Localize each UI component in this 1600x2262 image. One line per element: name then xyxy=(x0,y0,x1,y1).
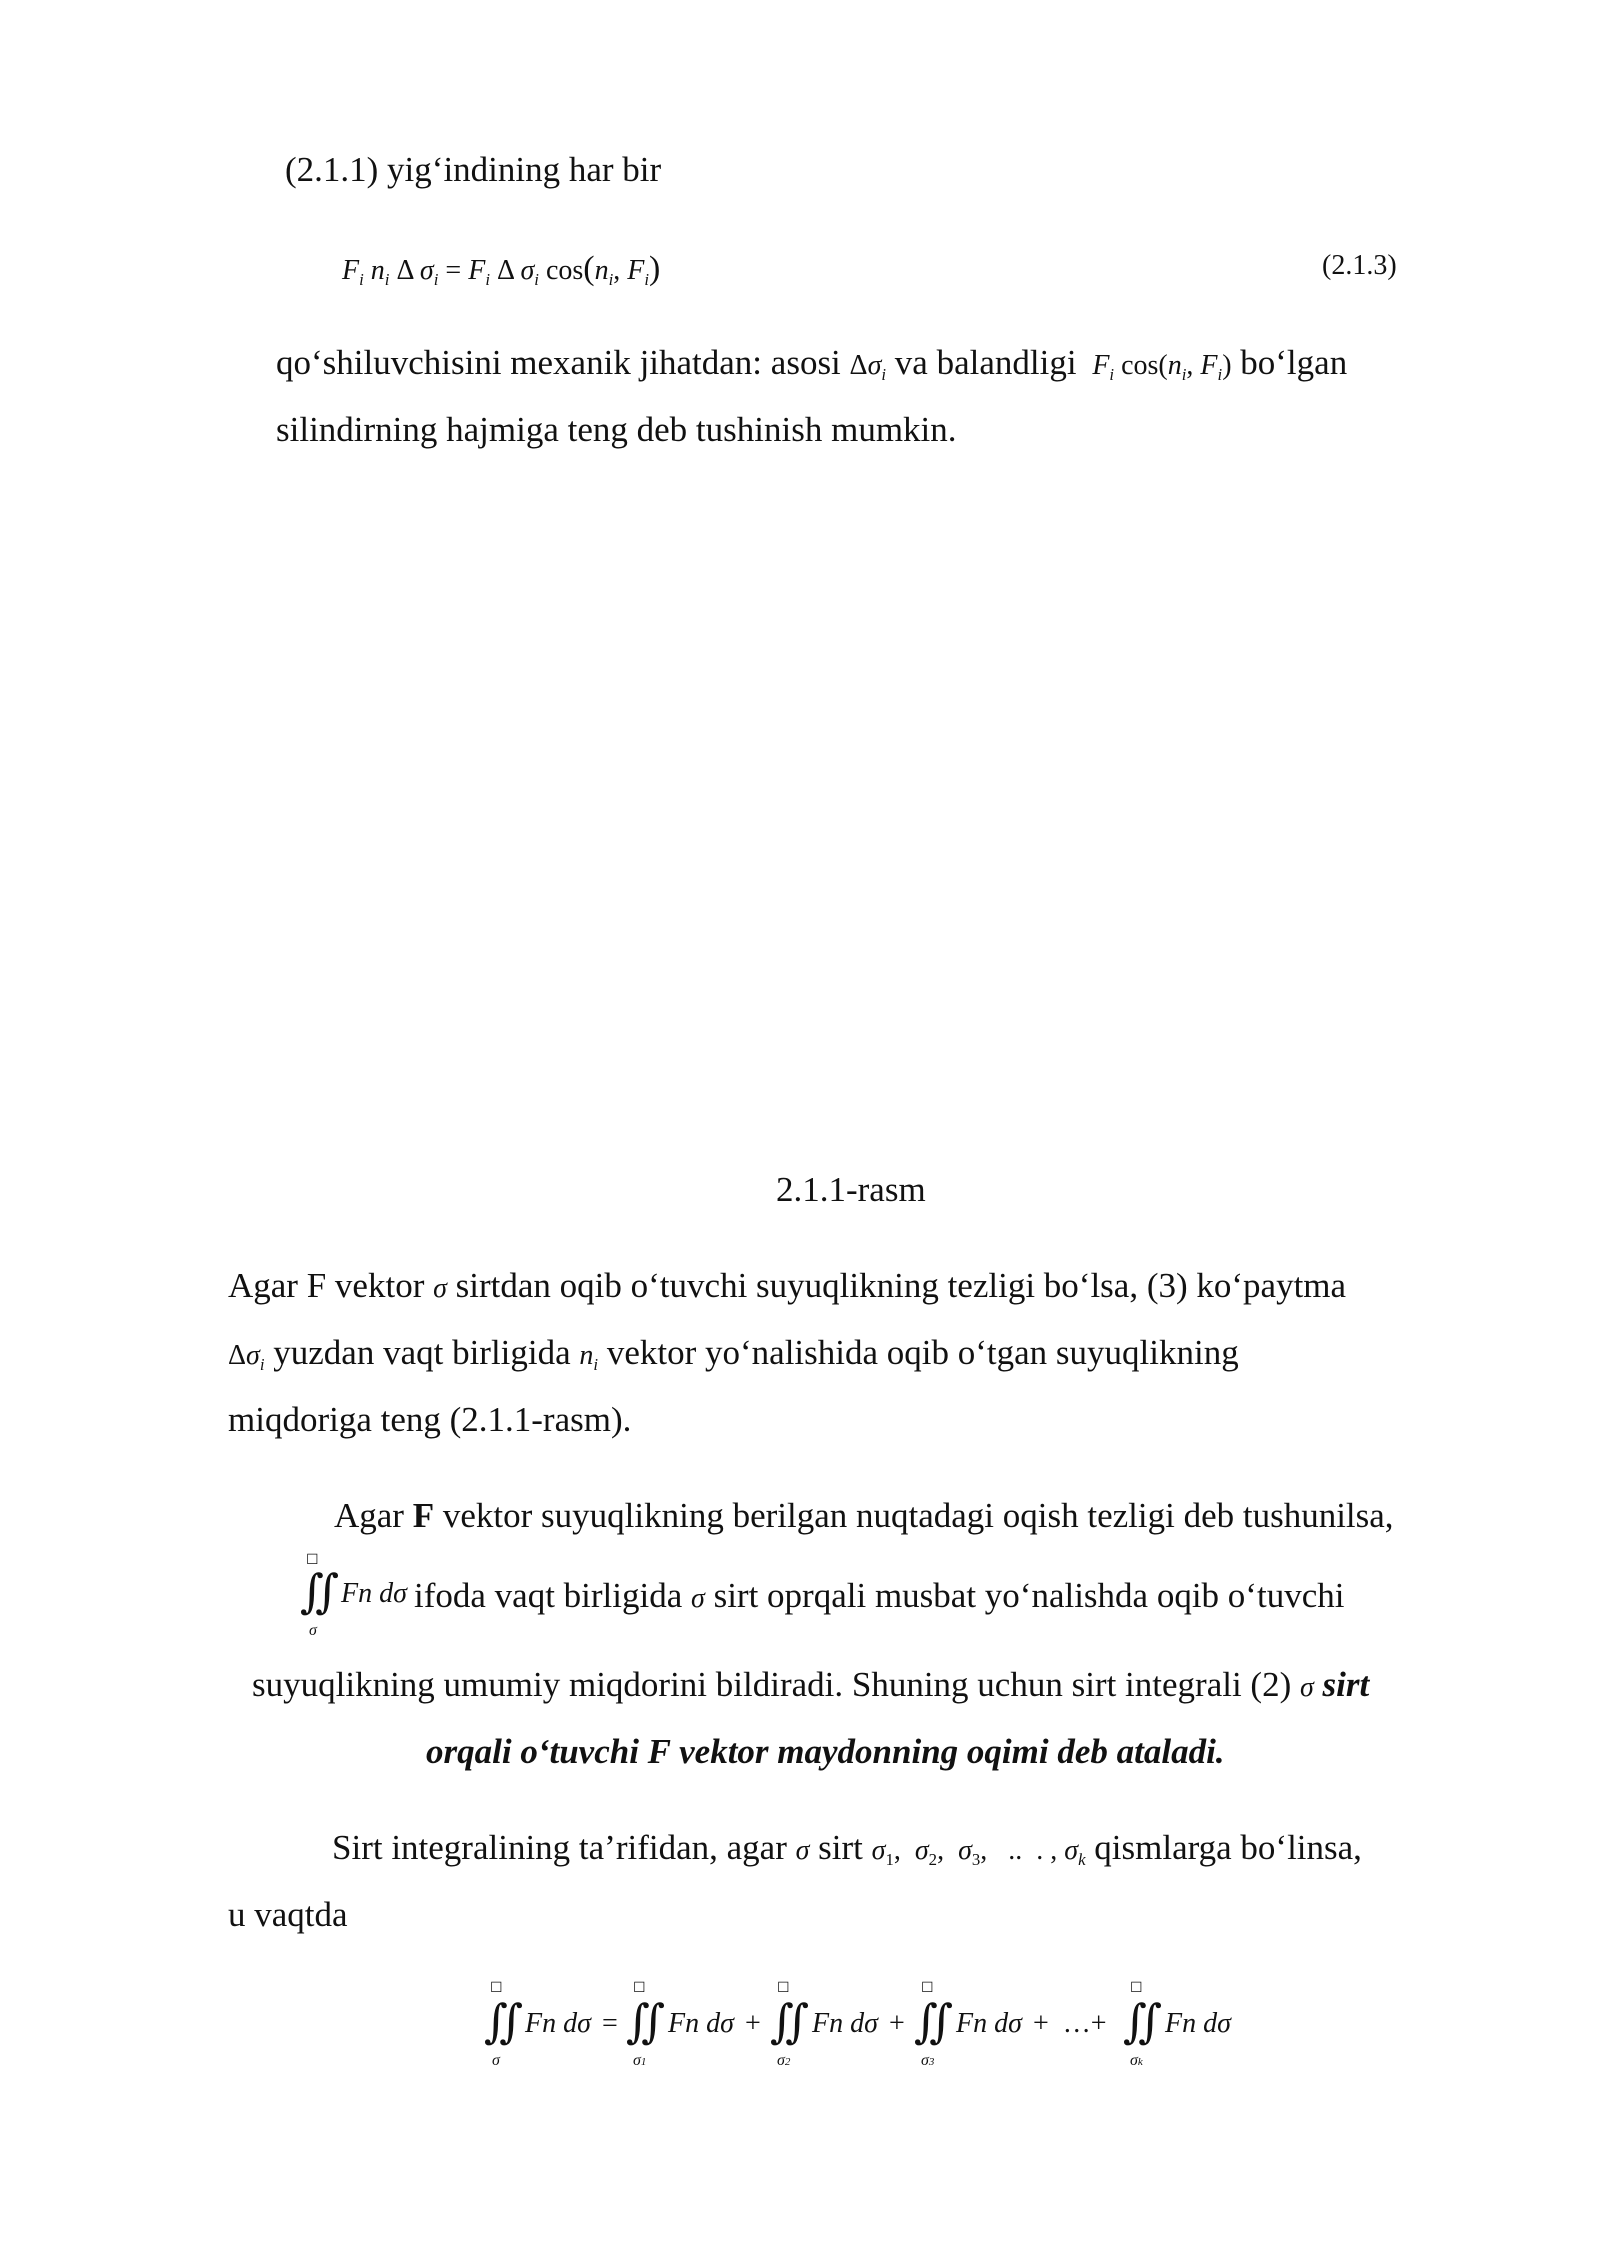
para2-l1-b: sirtdan oqib o‘tuvchi suyuqlikning tezligi bo‘lsa, (3) ko‘paytma xyxy=(455,1266,1347,1305)
paragraph-1-line-1 xyxy=(276,343,1347,385)
delta-sigma-symbol: $\Delta\sigma_i$ xyxy=(849,350,887,384)
paragraph-4-line-1 xyxy=(332,1828,1362,1870)
para2-l2-a: yuzdan vaqt birligida xyxy=(273,1333,571,1372)
n-i-symbol: $n_i$ xyxy=(579,1340,599,1374)
placeholder-box-icon: ☐ xyxy=(490,1981,503,1996)
para3-l3-a: suyuqlikning umumiy miqdorini bildiradi. Shuning uchun sirt integrali (2) xyxy=(252,1665,1292,1704)
sigma-symbol: σ xyxy=(795,1835,810,1866)
intro-line: (2.1.1) yig‘indining har bir xyxy=(285,150,662,189)
para2-l1-a: Agar F vektor xyxy=(228,1266,425,1305)
placeholder-box-icon: ☐ xyxy=(921,1981,934,1996)
equation-lhs: F xyxy=(342,255,360,286)
para4-l1-b: sirt xyxy=(818,1828,863,1867)
para1-text-a: qo‘shiluvchisini mexanik jihatdan: asosi xyxy=(276,343,841,382)
paragraph-1-line-2: silindirning hajmiga teng deb tushinish mumkin. xyxy=(276,410,957,449)
placeholder-box-icon: ☐ xyxy=(633,1981,646,1996)
height-expression: $F_i$ $\cos(n_i$, $F_i$) xyxy=(1092,350,1232,384)
sigma-symbol: σ xyxy=(1299,1672,1314,1703)
placeholder-box-icon: ☐ xyxy=(306,1553,319,1568)
paragraph-2-line-2 xyxy=(228,1333,1239,1375)
para3-l2-b: sirt oprqali musbat yo‘nalishda oqib o‘tuvchi xyxy=(713,1576,1345,1615)
para3-l1-b: vektor suyuqlikning berilgan nuqtadagi oqish tezligi deb tushunilsa, xyxy=(442,1496,1394,1535)
paragraph-3-line-4: orqali o‘tuvchi F vektor maydonning oqimi deb ataladi. xyxy=(426,1732,1225,1771)
figure-caption: 2.1.1-rasm xyxy=(776,1170,926,1209)
flux-integral: ☐ ∬ σ Fn dσ xyxy=(300,1553,407,1639)
paragraph-3-line-2 xyxy=(414,1576,1344,1616)
para3-l2-a: ifoda vaqt birligida xyxy=(414,1576,683,1615)
equation-2-1-3: $F_i$ $n_i$ Δ $\sigma_i = F_i$ Δ $\sigma_i$ $\cos(n_i$, $F_i$) xyxy=(342,250,661,289)
para2-l2-b: vektor yo‘nalishida oqib o‘tgan suyuqlikning xyxy=(606,1333,1239,1372)
additivity-equation: ☐ ∬ σ Fn dσ = ☐ ∬ σ1 Fn dσ + ☐ ∬ σ2 Fn dσ + ☐ ∬ σ3 Fn dσ + …+ ☐ ∬ σk Fn dσ xyxy=(484,1981,1231,2069)
paragraph-3-line-3 xyxy=(252,1665,1369,1705)
para1-text-c: bo‘lgan xyxy=(1240,343,1348,382)
paragraph-2-line-1 xyxy=(228,1266,1346,1306)
delta-sigma-symbol: $\Delta\sigma_i$ xyxy=(228,1340,265,1374)
paragraph-4-line-2: u vaqtda xyxy=(228,1895,348,1934)
vector-f-bold: F xyxy=(412,1496,435,1535)
equation-number: (2.1.3) xyxy=(1322,250,1397,281)
para1-text-b: va balandligi xyxy=(894,343,1077,382)
placeholder-box-icon: ☐ xyxy=(1130,1981,1143,1996)
sigma-symbol: σ xyxy=(691,1583,705,1614)
sigma-symbol: σ xyxy=(433,1273,447,1304)
para4-l1-c: qismlarga bo‘linsa, xyxy=(1094,1828,1362,1867)
para4-l1-a: Sirt integralining ta’rifidan, agar xyxy=(332,1828,787,1867)
term-sirt: sirt xyxy=(1322,1665,1370,1704)
para3-l1-a: Agar xyxy=(334,1496,404,1535)
sigma-parts: $\sigma_1$, $\sigma_2$, $\sigma_3$, .. . , $\sigma_k$ xyxy=(871,1835,1086,1869)
paragraph-2-line-3: miqdoriga teng (2.1.1-rasm). xyxy=(228,1400,632,1439)
placeholder-box-icon: ☐ xyxy=(777,1981,790,1996)
paragraph-3-line-1 xyxy=(334,1496,1394,1536)
